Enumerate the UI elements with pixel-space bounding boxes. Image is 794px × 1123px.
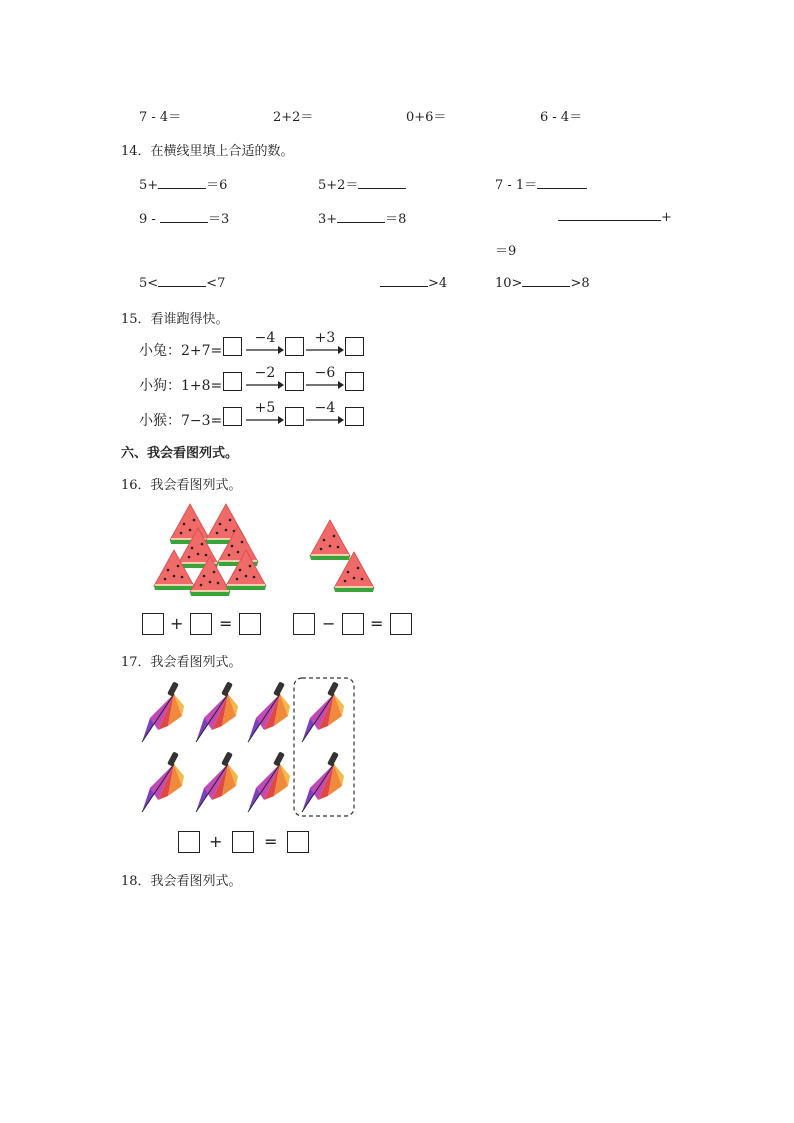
plus-sign: +: [209, 832, 223, 851]
q16-title: 16．我会看图列式。: [121, 478, 242, 493]
race-answer-box[interactable]: [223, 337, 242, 356]
race-arrow: [245, 401, 285, 427]
race-arrow: [245, 331, 285, 357]
closed-umbrella-icon: [248, 681, 290, 742]
race-answer-box[interactable]: [285, 337, 304, 356]
q14-r3-c2: >4: [380, 274, 447, 291]
equation-box[interactable]: [142, 613, 164, 635]
equals-sign: =: [264, 832, 278, 851]
minus-sign: −: [322, 614, 336, 633]
arrow-operation: +5: [254, 400, 276, 416]
arrow-operation: −2: [254, 365, 276, 381]
race-answer-box[interactable]: [345, 372, 364, 391]
arrow-operation: +3: [314, 330, 336, 346]
race-label-monkey: 小猴：7−3=: [139, 413, 223, 429]
race-label-rabbit: 小兔：2+7=: [139, 343, 223, 359]
right-arrow-icon: [305, 345, 345, 355]
race-answer-box[interactable]: [223, 407, 242, 426]
right-arrow-icon: [245, 345, 285, 355]
answer-blank[interactable]: [358, 176, 406, 189]
race-label-dog: 小狗：1+8=: [139, 378, 223, 394]
right-arrow-icon: [245, 380, 285, 390]
q18-title: 18．我会看图列式。: [121, 874, 242, 889]
watermelon-slice-icon: [310, 520, 350, 560]
q13-item-1: 7 - 4＝: [139, 110, 182, 125]
arrow-operation: −6: [314, 365, 336, 381]
race-answer-box[interactable]: [223, 372, 242, 391]
equals-sign: =: [219, 614, 233, 633]
equation-box[interactable]: [190, 613, 212, 635]
q14-r1-c3: 7 - 1＝: [495, 174, 587, 193]
q13-item-4: 6 - 4＝: [540, 110, 583, 125]
q13-item-2: 2+2＝: [273, 110, 314, 125]
closed-umbrella-icon: [142, 681, 184, 742]
equation-box[interactable]: [178, 831, 200, 853]
answer-blank[interactable]: [337, 210, 385, 223]
closed-umbrella-icon: [196, 751, 238, 812]
answer-blank[interactable]: [558, 208, 661, 221]
race-answer-box[interactable]: [285, 372, 304, 391]
answer-blank[interactable]: [158, 274, 206, 287]
q14-r2-c1: 9 - ＝3: [139, 212, 230, 227]
race-arrow: [305, 331, 345, 357]
q17-title: 17．我会看图列式。: [121, 655, 242, 670]
equals-sign: =: [370, 614, 384, 633]
race-answer-box[interactable]: [285, 407, 304, 426]
q13-item-3: 0+6＝: [406, 110, 447, 125]
race-arrow: [305, 401, 345, 427]
closed-umbrella-icon: [248, 751, 290, 812]
equation-box[interactable]: [342, 613, 364, 635]
q14-r2-c3-continued: ＝9: [495, 244, 517, 259]
q14-r2-c2: 3+ ＝8: [318, 212, 407, 227]
closed-umbrella-icon: [302, 751, 344, 812]
umbrella-illustration: [136, 676, 360, 820]
closed-umbrella-icon: [196, 681, 238, 742]
plus-sign: +: [170, 614, 184, 633]
right-arrow-icon: [305, 380, 345, 390]
answer-blank[interactable]: [158, 176, 206, 189]
equation-box[interactable]: [390, 613, 412, 635]
race-answer-box[interactable]: [345, 337, 364, 356]
answer-blank[interactable]: [522, 274, 570, 287]
equation-box[interactable]: [287, 831, 309, 853]
q15-title: 15．看谁跑得快。: [121, 312, 229, 327]
q14-r2-c3: +: [558, 208, 672, 225]
right-arrow-icon: [245, 415, 285, 425]
closed-umbrella-icon: [302, 681, 344, 742]
right-arrow-icon: [305, 415, 345, 425]
q14-r3-c3: 10> >8: [495, 276, 590, 291]
answer-blank[interactable]: [537, 176, 587, 189]
q14-title: 14．在横线里填上合适的数。: [121, 144, 294, 159]
race-answer-box[interactable]: [345, 407, 364, 426]
arrow-operation: −4: [254, 330, 276, 346]
race-arrow: [245, 366, 285, 392]
q14-r1-c1: 5+ ＝6: [139, 178, 228, 193]
q14-r3-c1: 5< <7: [139, 276, 226, 291]
q14-r1-c2: 5+2＝: [318, 174, 406, 193]
closed-umbrella-icon: [142, 751, 184, 812]
equation-box[interactable]: [232, 831, 254, 853]
equation-box[interactable]: [239, 613, 261, 635]
watermelon-illustration: [150, 498, 390, 596]
answer-blank[interactable]: [160, 210, 208, 223]
race-arrow: [305, 366, 345, 392]
equation-box[interactable]: [293, 613, 315, 635]
arrow-operation: −4: [314, 400, 336, 416]
section-heading: 六、我会看图列式。: [121, 446, 239, 461]
answer-blank[interactable]: [380, 274, 428, 287]
